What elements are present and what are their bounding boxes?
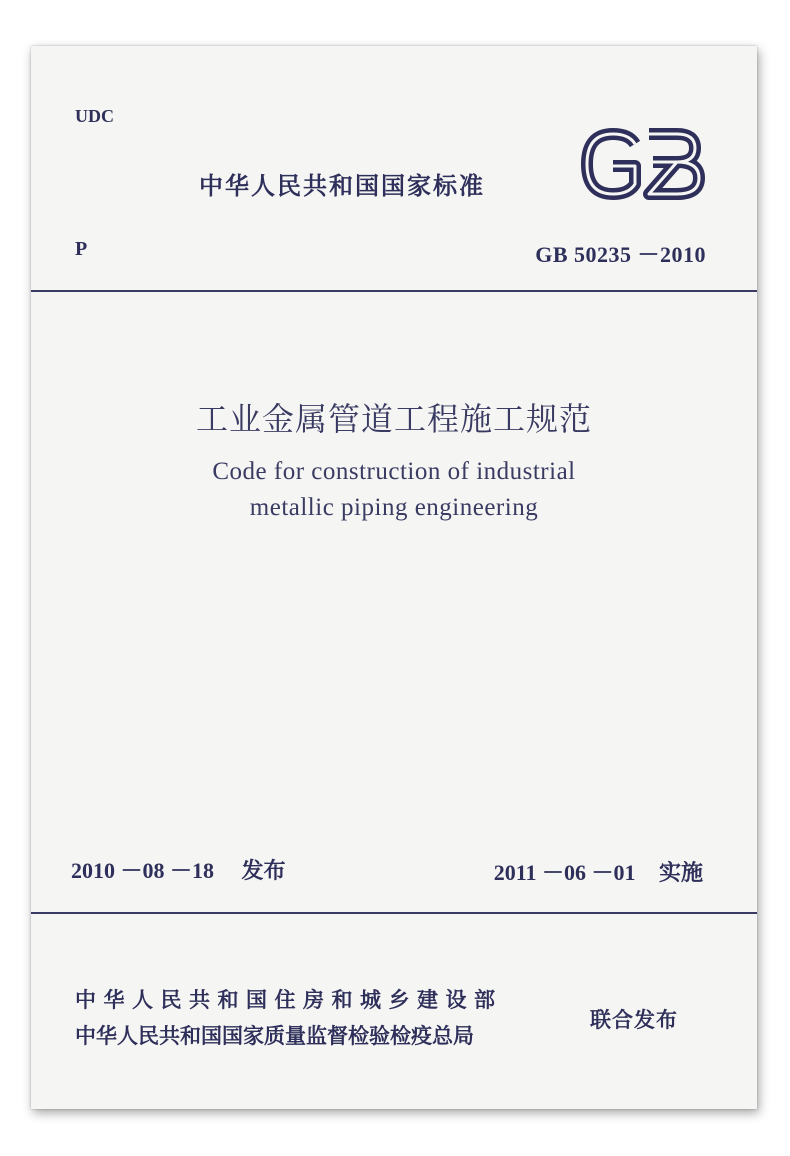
publisher-line1: 中华人民共和国住房和城乡建设部 bbox=[75, 988, 503, 1012]
gb-logo-icon bbox=[577, 128, 707, 200]
issue-label: 发布 bbox=[241, 859, 286, 884]
title-chinese: 工业金属管道工程施工规范 bbox=[195, 400, 592, 438]
implement-date: 2011 －06 －01 bbox=[493, 860, 636, 885]
implement-label: 实施 bbox=[658, 861, 703, 886]
implement-date-block bbox=[494, 856, 703, 887]
standard-cover bbox=[31, 46, 757, 1109]
national-standard-heading: 中华人民共和国国家标准 bbox=[199, 172, 485, 200]
title-english-line2: metallic piping engineering bbox=[249, 494, 539, 521]
udc-label: UDC bbox=[75, 106, 114, 126]
title-english-line1: Code for construction of industrial bbox=[212, 458, 576, 485]
classification-code: P bbox=[75, 238, 88, 260]
footer-divider bbox=[31, 912, 757, 914]
issue-date: 2010 －08 －18 bbox=[71, 858, 215, 883]
joint-publish-label: 联合发布 bbox=[590, 1008, 678, 1032]
standard-number: GB 50235 －2010 bbox=[535, 242, 706, 267]
issue-date-block bbox=[71, 854, 286, 885]
header-divider bbox=[31, 290, 757, 292]
publisher-line2: 中华人民共和国国家质量监督检验检疫总局 bbox=[75, 1024, 474, 1048]
